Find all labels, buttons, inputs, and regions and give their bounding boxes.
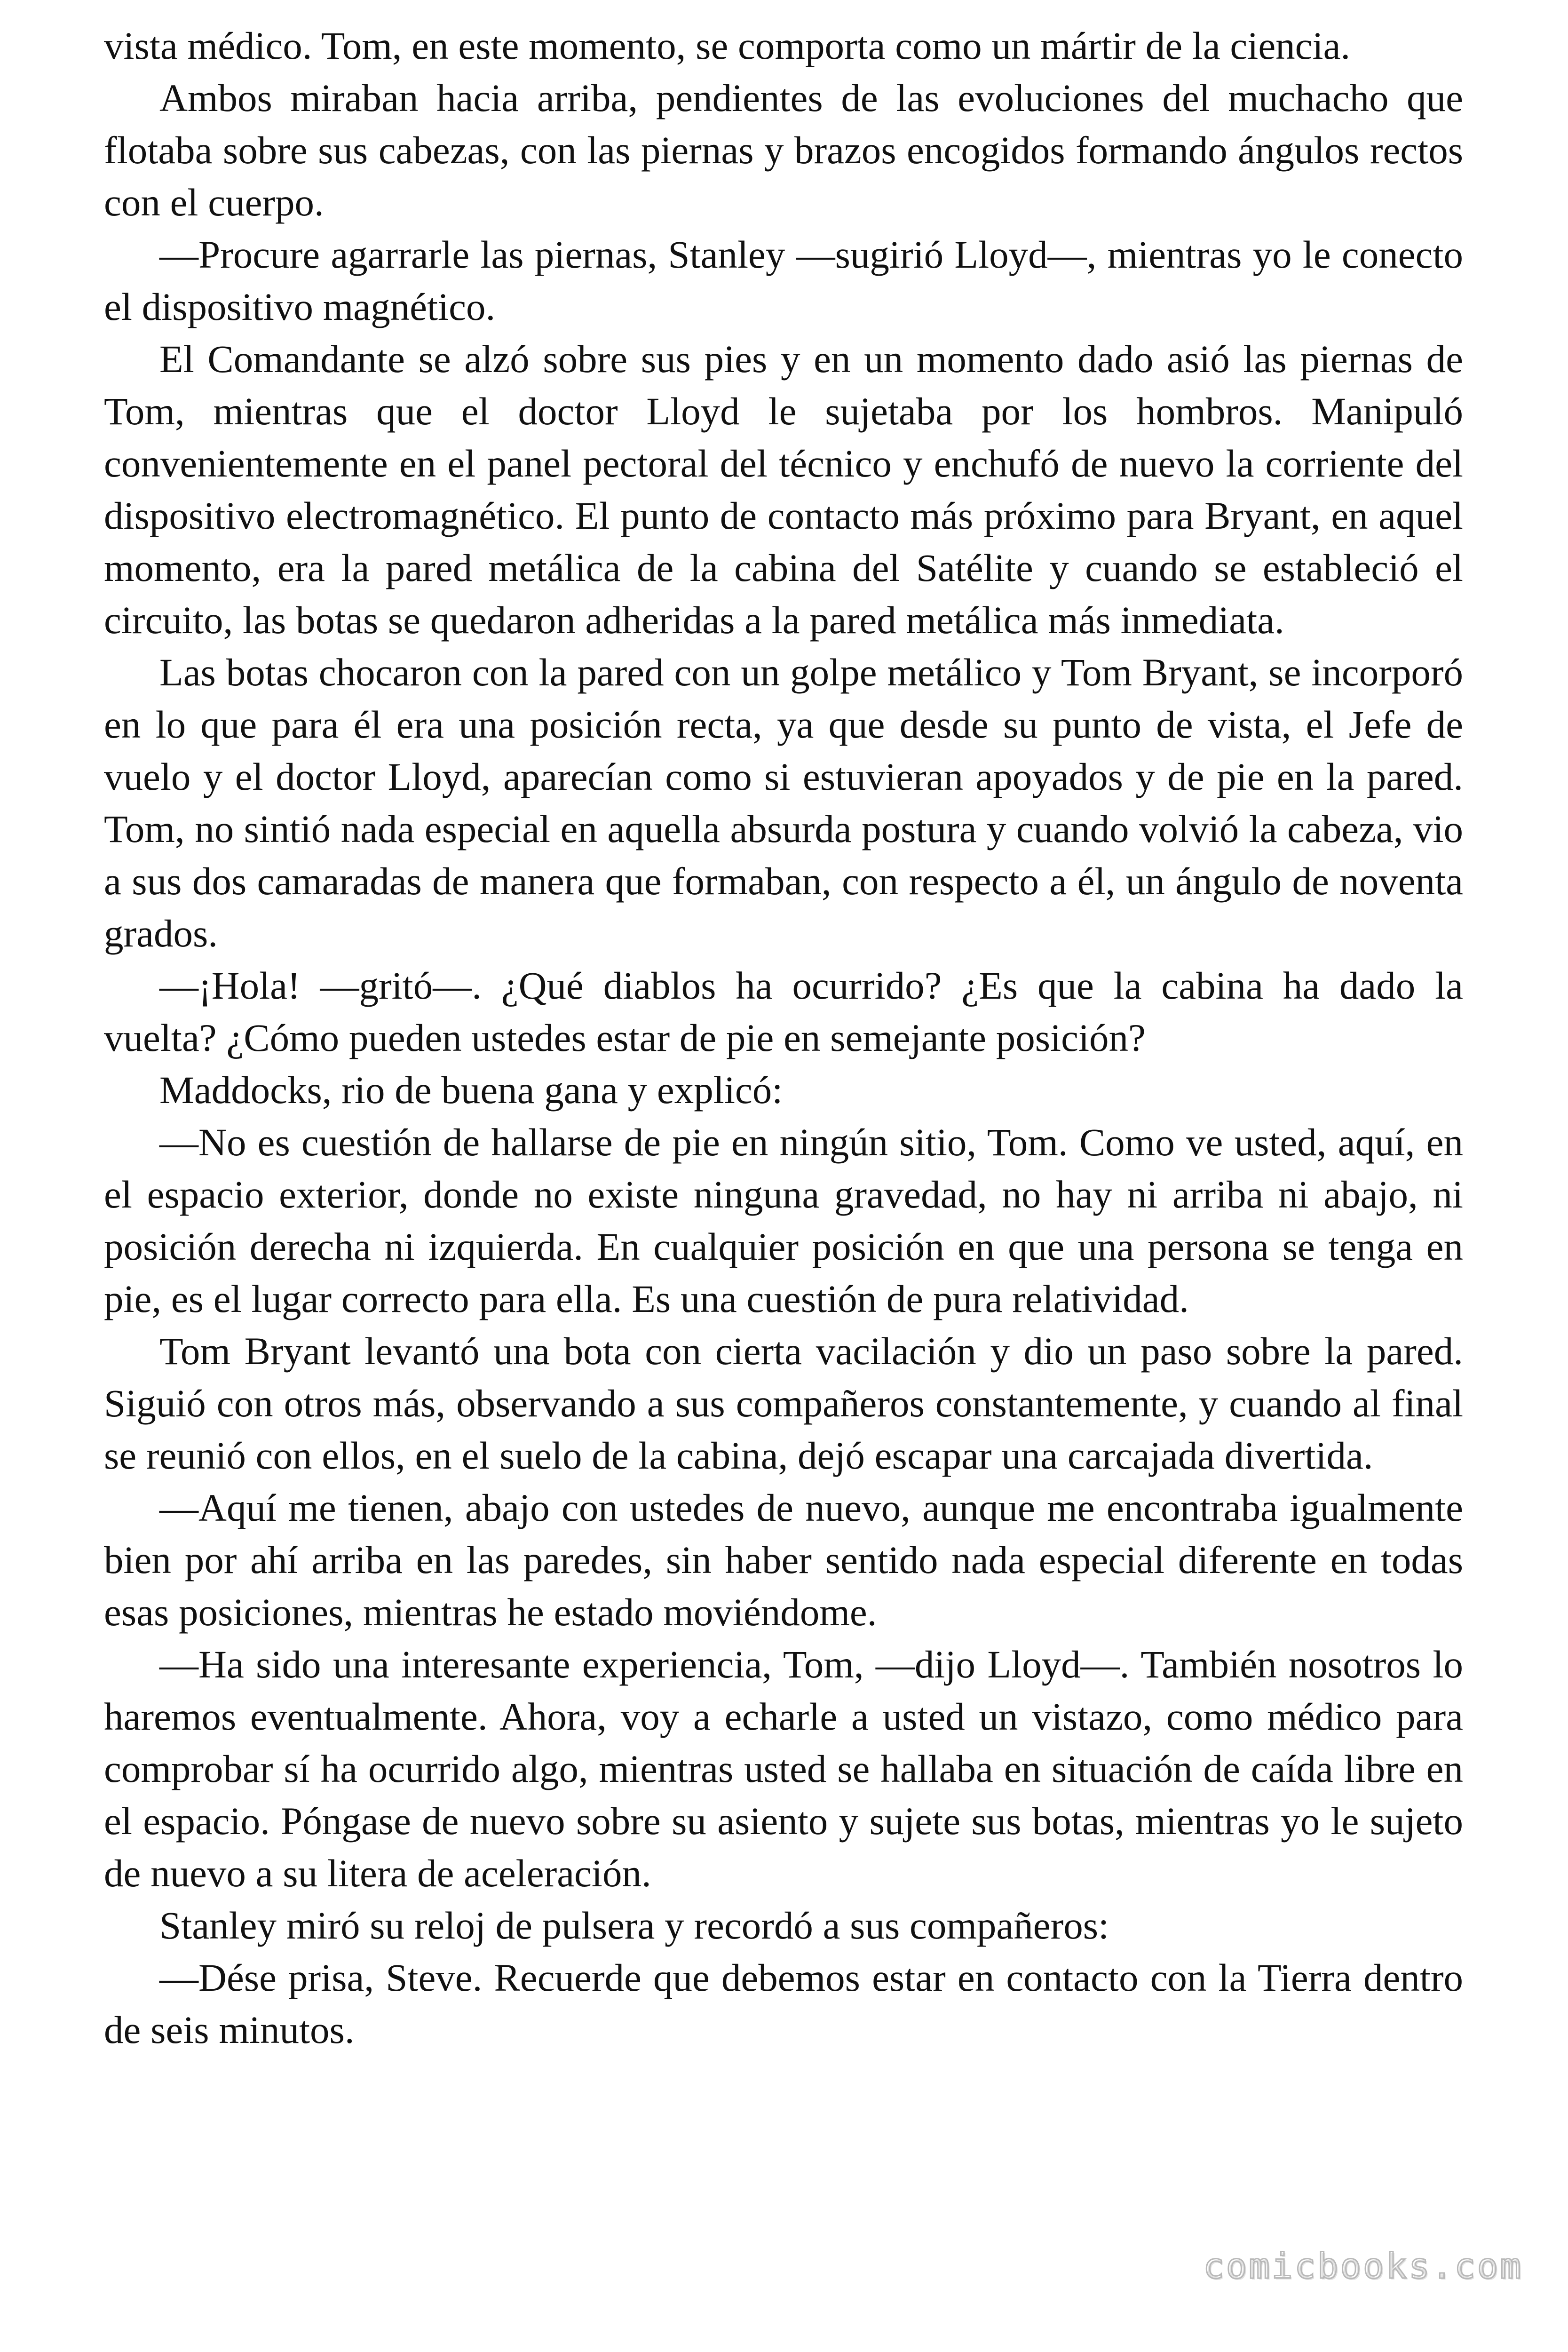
paragraph-12: Stanley miró su reloj de pulsera y recordó a sus compañeros:: [159, 1904, 1109, 1947]
paragraph-10: —Aquí me tienen, abajo con ustedes de nuevo, aunque me encontraba igualmente bien por ahí arriba en las paredes, sin haber sentido nada especial diferente en todas esas posiciones, mientras he estado moviéndome.: [104, 1486, 1463, 1634]
paragraph-6: —¡Hola! —gritó—. ¿Qué diablos ha ocurrido? ¿Es que la cabina ha dado la vuelta? ¿Cómo pueden ustedes estar de pie en semejante posición?: [104, 964, 1463, 1059]
paragraph-3: —Procure agarrarle las piernas, Stanley —sugirió Lloyd—, mientras yo le conecto el dispositivo magnético.: [104, 233, 1463, 328]
paragraph-11: —Ha sido una interesante experiencia, Tom, —dijo Lloyd—. También nosotros lo haremos eventualmente. Ahora, voy a echarle a usted un vistazo, como médico para comprobar sí ha ocurrido algo, mientras usted se hallaba en situación de caída libre en el espacio. Póngase de nuevo sobre su asiento y sujete sus botas, mientras yo le sujeto de nuevo a su litera de aceleración.: [104, 1643, 1463, 1895]
paragraph-4: El Comandante se alzó sobre sus pies y en un momento dado asió las piernas de Tom, mientras que el doctor Lloyd le sujetaba por los hombros. Manipuló convenientemente en el panel pectoral del técnico y enchufó de nuevo la corriente del dispositivo electromagnético. El punto de contacto más próximo para Bryant, en aquel momento, era la pared metálica de la cabina del Satélite y cuando se estableció el circuito, las botas se quedaron adheridas a la pared metálica más inmediata.: [104, 337, 1463, 642]
paragraph-13: —Dése prisa, Steve. Recuerde que debemos estar en contacto con la Tierra dentro de seis minutos.: [104, 1956, 1463, 2051]
paragraph-9: Tom Bryant levantó una bota con cierta vacilación y dio un paso sobre la pared. Siguió con otros más, observando a sus compañeros constantemente, y cuando al final se reunió con ellos, en el suelo de la cabina, dejó escapar una carcajada divertida.: [104, 1329, 1463, 1477]
paragraph-5: Las botas chocaron con la pared con un golpe metálico y Tom Bryant, se incorporó en lo que para él era una posición recta, ya que desde su punto de vista, el Jefe de vuelo y el doctor Lloyd, aparecían como si estuvieran apoyados y de pie en la pared. Tom, no sintió nada especial en aquella absurda postura y cuando volvió la cabeza, vio a sus dos camaradas de manera que formaban, con respecto a él, un ángulo de noventa grados.: [104, 651, 1463, 955]
paragraph-8: —No es cuestión de hallarse de pie en ningún sitio, Tom. Como ve usted, aquí, en el espacio exterior, donde no existe ninguna gravedad, no hay ni arriba ni abajo, ni posición derecha ni izquierda. En cualquier posición en que una persona se tenga en pie, es el lugar correcto para ella. Es una cuestión de pura relatividad.: [104, 1120, 1463, 1320]
paragraph-7: Maddocks, rio de buena gana y explicó:: [159, 1068, 783, 1112]
watermark-logo: comicbooks.com: [1203, 2246, 1523, 2287]
document-page: [104, 20, 1463, 2056]
paragraph-1: vista médico. Tom, en este momento, se comporta como un mártir de la ciencia.: [104, 24, 1351, 67]
paragraph-2: Ambos miraban hacia arriba, pendientes de las evoluciones del muchacho que flotaba sobre sus cabezas, con las piernas y brazos encogidos formando ángulos rectos con el cuerpo.: [104, 76, 1463, 224]
